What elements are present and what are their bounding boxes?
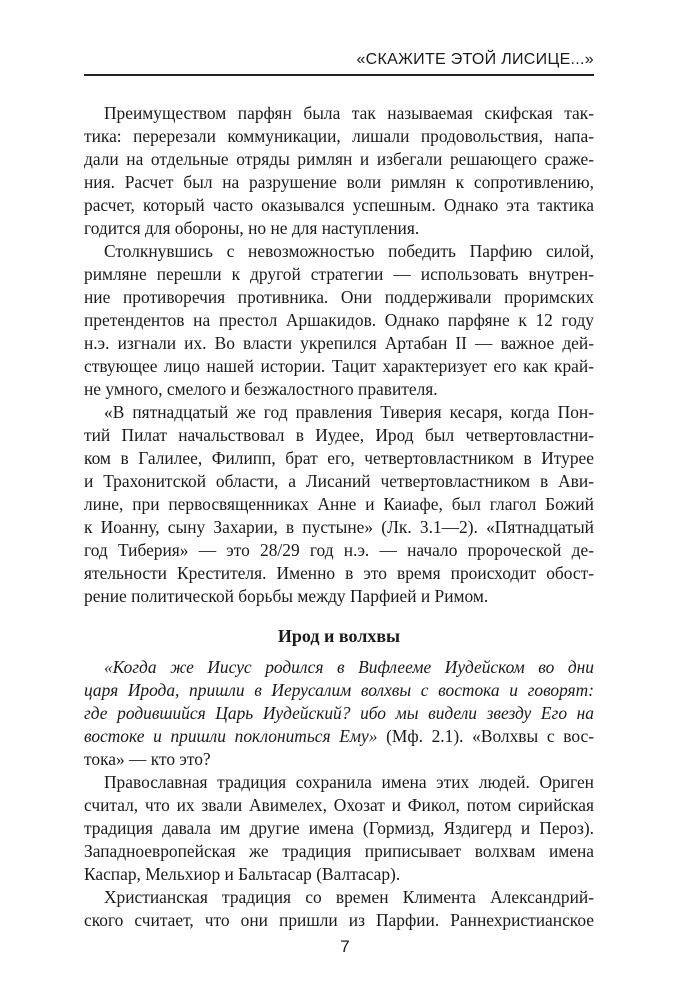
text-line: римляне перешли к другой стратегии — использовать внутрен-	[84, 264, 594, 284]
text-line: ятельности Крестителя. Именно в это время происходит обост-	[84, 563, 594, 583]
text-line	[84, 656, 594, 679]
text-line: ствующее лицо нашей истории. Тацит характеризует его как край-	[84, 356, 594, 376]
text-line: тика: перерезали коммуникации, лишали продовольствия, напа-	[84, 126, 594, 146]
text-line: год Тиберия» — это 28/29 год н.э. — начало пророческой де-	[84, 540, 594, 560]
paragraph-3	[84, 401, 594, 608]
text-line: Каспар, Мельхиор и Бальтасар (Валтасар).	[84, 864, 401, 884]
paragraph-1	[84, 102, 594, 240]
quote-text: «Когда же Иисус родился в Вифлееме Иудейском во дни	[104, 657, 594, 677]
text-line: рение политической борьбы между Парфией и Римом.	[84, 586, 489, 606]
section-heading: Ирод и волхвы	[277, 626, 401, 646]
text-line: ского считает, что они пришли из Парфии. Раннехристианское	[84, 910, 594, 930]
text-line: Преимуществом парфян была так называемая скифская так-	[104, 103, 594, 123]
text-line: традиция давала им другие имена (Гормизд, Яздигерд и Пероз).	[84, 818, 594, 838]
body-text	[84, 102, 594, 932]
text-line: претендентов на престол Аршакидов. Однако парфяне к 12 году	[84, 310, 594, 330]
paragraph-2	[84, 240, 594, 401]
text-line: Христианская традиция со времен Климента Александрий-	[104, 887, 594, 907]
paragraph-5	[84, 886, 594, 932]
citation-text: тока» — кто это?	[84, 749, 211, 769]
text-line: ние противоречия противника. Они поддерживали проримских	[84, 287, 594, 307]
text-line	[84, 702, 594, 725]
text-line: лине, при первосвященниках Анне и Каиафе, был глагол Божий	[84, 494, 594, 514]
text-line: годится для обороны, но не для наступления.	[84, 218, 420, 238]
text-line	[84, 725, 594, 748]
text-line: не умного, смелого и безжалостного правителя.	[84, 379, 438, 399]
citation-text: (Мф. 2.1). «Волхвы с вос-	[377, 726, 594, 746]
text-line: ком в Галилее, Филипп, брат его, четвертовластником в Итурее	[84, 448, 594, 468]
text-line: н.э. изгнали их. Во власти укрепился Артабан II — важное дей-	[84, 333, 594, 353]
text-line: дали на отдельные отряды римлян и избегали решающего сраже-	[84, 149, 594, 169]
quote-paragraph	[84, 656, 594, 771]
running-head: «СКАЖИТЕ ЭТОЙ ЛИСИЦЕ...»	[356, 51, 594, 68]
text-line: к Иоанну, сыну Захарии, в пустыне» (Лк. 3.1—2). «Пятнадцатый	[84, 517, 594, 537]
header-rule	[84, 74, 594, 76]
text-line: Западноевропейская же традиция приписывает волхвам имена	[84, 841, 594, 861]
quote-text: царя Ирода, пришли в Иерусалим волхвы с востока и говорят:	[84, 680, 594, 700]
quote-text: востоке и пришли поклониться Ему»	[84, 726, 378, 746]
text-line: Столкнувшись с невозможностью победить Парфию силой,	[104, 241, 594, 261]
text-line: тий Пилат начальствовал в Иудее, Ирод был четвертовластни-	[84, 425, 594, 445]
paragraph-4	[84, 771, 594, 886]
text-line: и Трахонитской области, а Лисаний четвертовластником в Ави-	[84, 471, 594, 491]
text-line	[84, 679, 594, 702]
quote-text: где родившийся Царь Иудейский? ибо мы видели звезду Его на	[84, 703, 594, 723]
text-line: Православная традиция сохранила имена этих людей. Ориген	[104, 772, 594, 792]
text-line	[84, 748, 594, 771]
text-line: «В пятнадцатый же год правления Тиверия кесаря, когда Пон-	[104, 402, 594, 422]
text-line: ния. Расчет был на разрушение воли римлян к сопротивлению,	[84, 172, 594, 192]
text-line: считал, что их звали Авимелех, Охозат и Фикол, потом сирийская	[84, 795, 594, 815]
page-number: 7	[340, 937, 350, 956]
text-line: расчет, который часто оказывался успешным. Однако эта тактика	[84, 195, 594, 215]
